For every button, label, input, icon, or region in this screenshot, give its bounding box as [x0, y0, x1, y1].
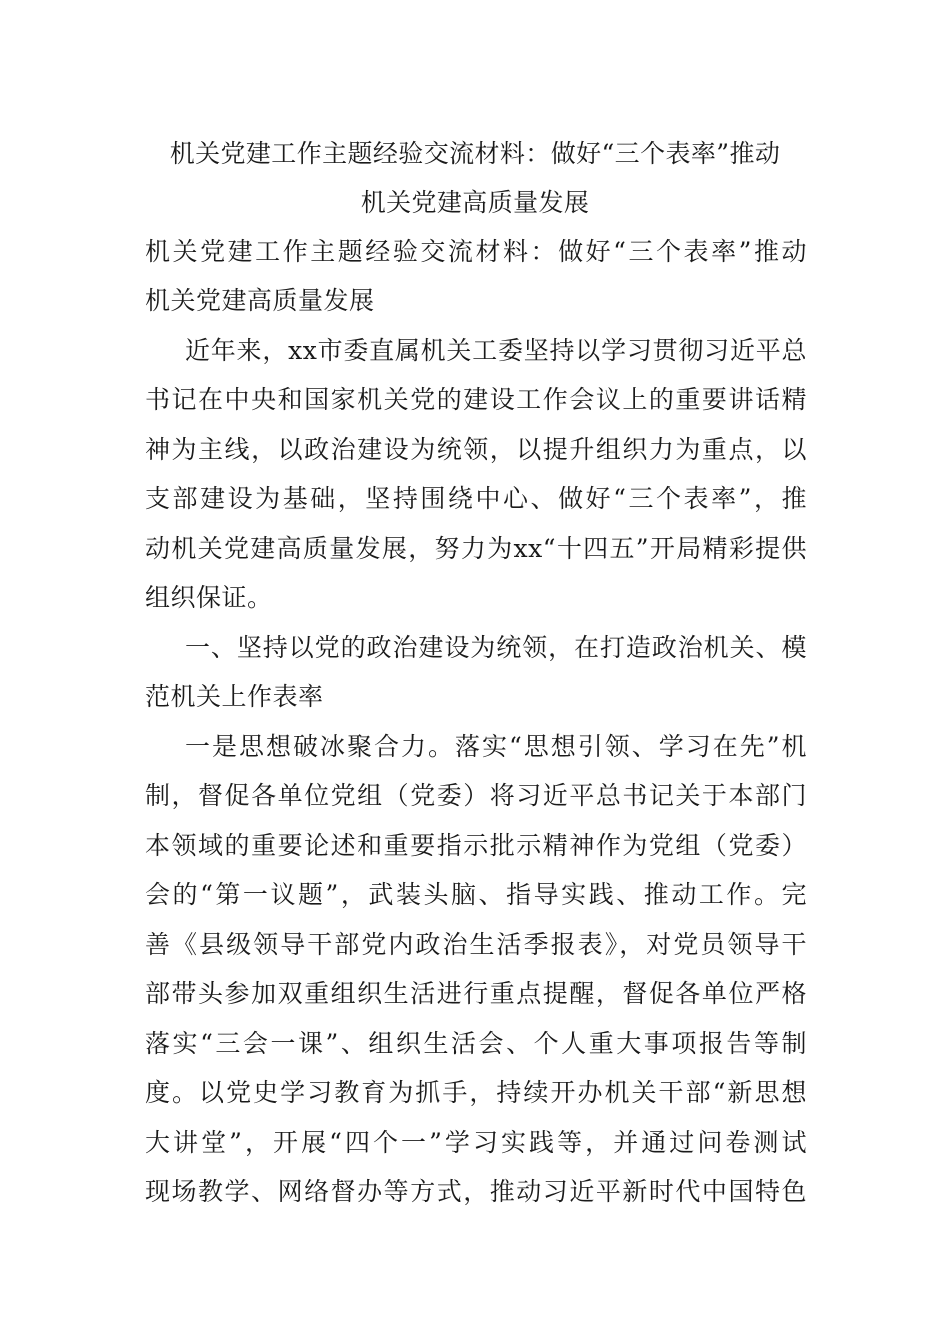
paragraph-line: 近年来，xx市委直属机关工委坚持以学习贯彻习近平总 [185, 336, 807, 365]
document-title-line-2: 机关党建高质量发展 [360, 188, 590, 217]
paragraph-line: 一是思想破冰聚合力。落实“思想引领、学习在先”机 [185, 732, 807, 761]
section-heading-line: 范机关上作表率 [145, 682, 324, 711]
paragraph-line: 大讲堂”，开展“四个一”学习实践等，并通过问卷测试 [145, 1128, 807, 1157]
subtitle-line-1: 机关党建工作主题经验交流材料：做好“三个表率”推动 [145, 237, 807, 266]
paragraph-line: 落实“三会一课”、组织生活会、个人重大事项报告等制 [145, 1029, 807, 1058]
paragraph-line: 制，督促各单位党组（党委）将习近平总书记关于本部门 [145, 781, 807, 810]
paragraph-line: 部带头参加双重组织生活进行重点提醒，督促各单位严格 [145, 979, 807, 1008]
paragraph-line: 本领域的重要论述和重要指示批示精神作为党组（党委） [145, 831, 807, 860]
section-heading-line: 一、坚持以党的政治建设为统领，在打造政治机关、模 [185, 633, 807, 662]
paragraph-line: 组织保证。 [145, 583, 273, 612]
paragraph-line: 书记在中央和国家机关党的建设工作会议上的重要讲话精 [145, 385, 807, 414]
subtitle-line-2: 机关党建高质量发展 [145, 286, 375, 315]
paragraph-line: 现场教学、网络督办等方式，推动习近平新时代中国特色 [145, 1177, 807, 1206]
paragraph-line: 善《县级领导干部党内政治生活季报表》，对党员领导干 [145, 930, 807, 959]
paragraph-line: 支部建设为基础，坚持围绕中心、做好“三个表率”，推 [145, 484, 807, 513]
paragraph-line: 动机关党建高质量发展，努力为xx“十四五”开局精彩提供 [145, 534, 807, 563]
paragraph-line: 度。以党史学习教育为抓手，持续开办机关干部“新思想 [145, 1078, 807, 1107]
paragraph-line: 会的“第一议题”，武装头脑、指导实践、推动工作。完 [145, 880, 807, 909]
paragraph-line: 神为主线，以政治建设为统领，以提升组织力为重点，以 [145, 435, 807, 464]
document-title-line-1: 机关党建工作主题经验交流材料：做好“三个表率”推动 [169, 139, 781, 168]
